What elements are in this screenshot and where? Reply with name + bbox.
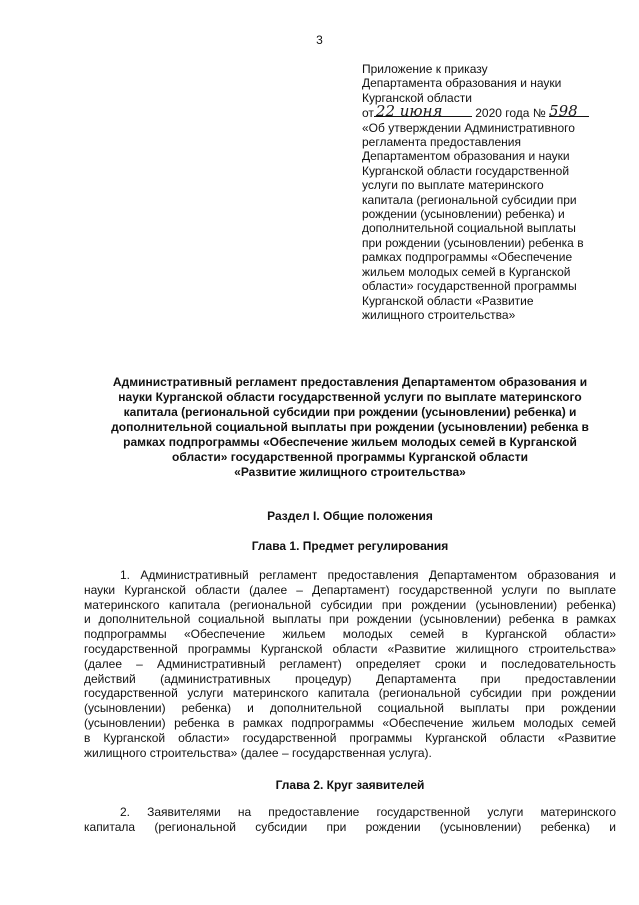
appendix-subject-line: рамках подпрограммы «Обеспечение <box>362 250 573 265</box>
regulation-title-line: рамках подпрограммы «Обеспечение жильем молодых семей в Курганской <box>123 435 577 449</box>
date-prefix: от <box>362 106 374 121</box>
appendix-subject <box>362 121 624 323</box>
appendix-line: Курганской области <box>362 90 472 105</box>
paragraph-line: (усыновлении) ребенка) и дополнительной социальной выплаты при рождении <box>84 701 616 716</box>
appendix-subject-line: дополнительной социальной выплаты <box>362 221 576 236</box>
chapter2-heading: Глава 2. Круг заявителей <box>275 778 425 792</box>
regulation-title-line: науки Курганской области государственной услуги по выплате материнского <box>118 390 582 404</box>
paragraph-line: государственной услуги материнского капитала (региональной субсидии при рождении <box>84 686 616 701</box>
chapter1-heading: Глава 1. Предмет регулирования <box>251 539 449 553</box>
regulation-title-line: дополнительной социальной выплаты при рождении (усыновлении) ребенка в <box>111 420 589 434</box>
regulation-title-line: «Развитие жилищного строительства» <box>234 465 466 479</box>
appendix-line: Департамента образования и науки <box>362 76 562 91</box>
appendix-subject-line: «Об утверждении Административного <box>362 120 575 135</box>
handwritten-date: 22 июня <box>375 101 443 120</box>
appendix-line: Приложение к приказу <box>362 62 488 76</box>
paragraph-line: капитала (региональной субсидии при рождении (усыновлении) ребенка) и <box>84 819 616 834</box>
appendix-subject-line: жильем молодых семей в Курганской <box>362 264 571 279</box>
appendix-subject-line: регламента предоставления <box>362 135 521 150</box>
regulation-title <box>84 375 616 480</box>
paragraph-line: подпрограммы «Обеспечение жильем молодых семей в Курганской области» <box>84 627 616 642</box>
paragraph-1 <box>84 568 616 760</box>
paragraph-line: 2. Заявителями на предоставление государственной услуги материнского <box>120 805 616 819</box>
paragraph-line: материнского капитала (региональной субсидии при рождении (усыновлении) ребенка) <box>84 597 616 612</box>
paragraph-line: (далее – Административный регламент) определяет сроки и последовательность <box>84 656 616 671</box>
date-mid: 2020 года № <box>475 106 546 121</box>
date-blank <box>374 101 472 120</box>
appendix-subject-line: при рождении (усыновлении) ребенка в <box>362 235 584 250</box>
paragraph-line: и дополнительной социальной выплаты при рождении (усыновлении) ребенка в рамках <box>84 612 616 627</box>
appendix-subject-line: жилищного строительства» <box>362 307 516 322</box>
appendix-block <box>362 62 624 322</box>
appendix-subject-line: рождении (усыновлении) ребенка) и <box>362 207 565 222</box>
paragraph-line: науки Курганской области (далее – Департамент) государственной услуги по выплате <box>84 582 616 597</box>
paragraph-line: 1. Административный регламент предоставления Департаментом образования и <box>120 568 616 582</box>
paragraph-line: государственной программы Курганской области «Развитие жилищного строительства» <box>84 641 616 656</box>
order-date-line <box>362 101 624 121</box>
section-heading: Раздел I. Общие положения <box>267 509 433 523</box>
appendix-subject-line: Курганской области «Развитие <box>362 293 534 308</box>
regulation-title-line: Административный регламент предоставления Департаментом образования и <box>112 375 588 389</box>
regulation-title-line: капитала (региональной субсидии при рождении (усыновлении) ребенка) и <box>123 405 577 419</box>
appendix-subject-line: Курганской области государственной <box>362 163 570 178</box>
page-number: 3 <box>316 33 323 47</box>
paragraph-line: жилищного строительства» (далее – государственная услуга). <box>84 745 432 760</box>
paragraph-2 <box>84 805 616 835</box>
paragraph-line: (усыновлении) ребенка в рамках подпрограммы «Обеспечение жильем молодых семей <box>84 715 616 730</box>
appendix-subject-line: области» государственной программы <box>362 279 577 294</box>
appendix-subject-line: Департаментом образования и науки <box>362 149 570 164</box>
paragraph-line: действий (административных процедур) Департамента при предоставлении <box>84 671 616 686</box>
handwritten-number: 598 <box>549 101 578 120</box>
appendix-subject-line: услуги по выплате материнского <box>362 178 544 193</box>
regulation-title-line: области» государственной программы Курганской области <box>172 450 528 464</box>
appendix-subject-line: капитала (региональной субсидии при <box>362 192 577 207</box>
paragraph-line: в Курганской области» государственной программы Курганской области «Развитие <box>84 730 616 745</box>
number-blank <box>549 101 589 120</box>
